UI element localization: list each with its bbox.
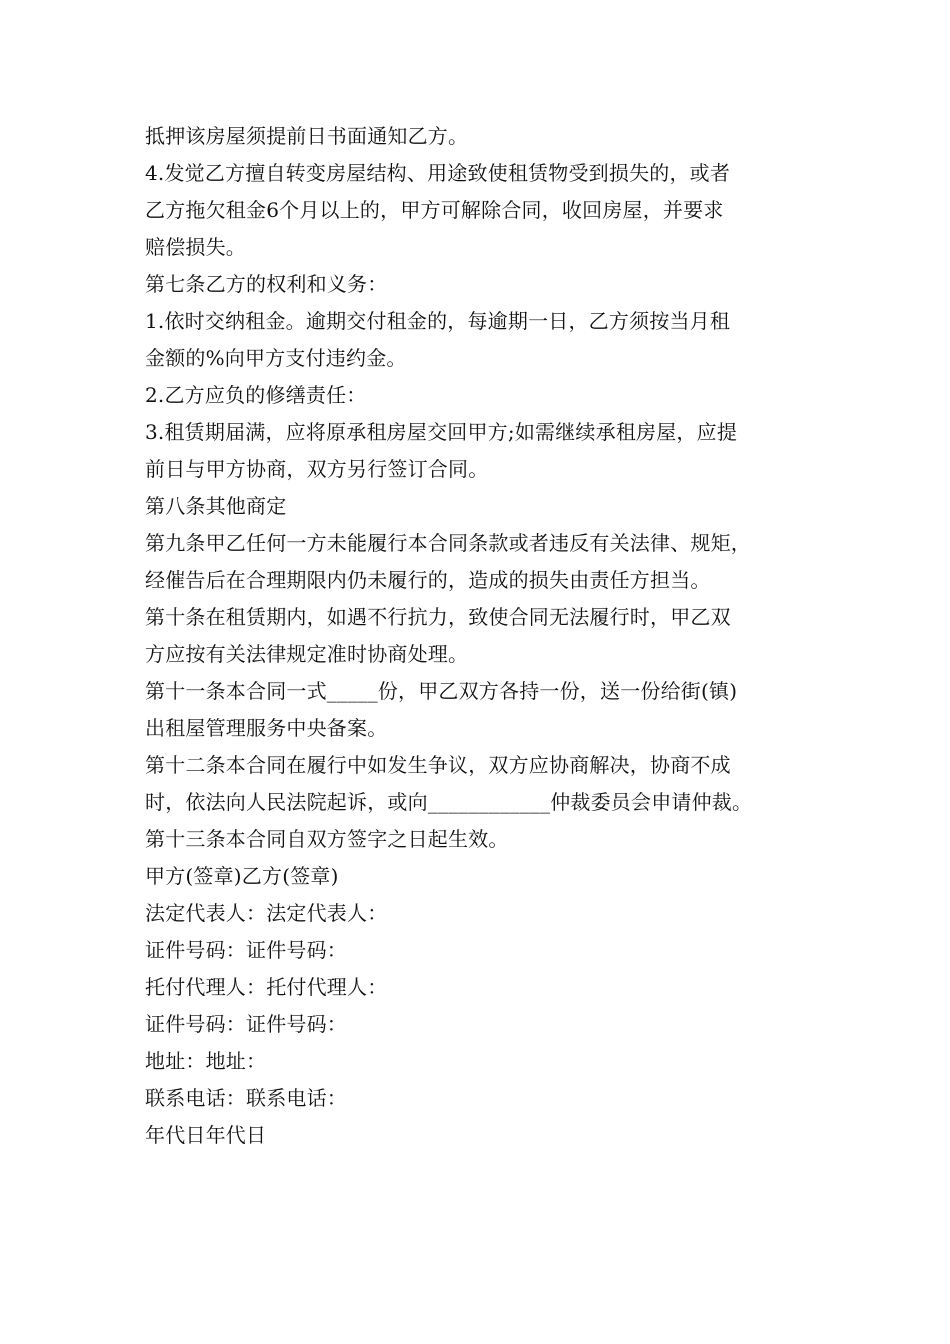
signature-field: 联系电话：联系电话： [145, 1086, 347, 1110]
text-line: 第十条在租赁期内，如遇不行抗力，致使合同无法履行时，甲乙双 [145, 605, 731, 629]
section-heading: 第七条乙方的权利和义务： [145, 272, 388, 296]
signature-header: 甲方(签章)乙方(签章) [145, 864, 339, 888]
text-line: 第十二条本合同在履行中如发生争议，双方应协商解决，协商不成 [145, 753, 731, 777]
text-line: 方应按有关法律规定准时协商处理。 [145, 642, 469, 666]
date-field: 年代日年代日 [145, 1123, 267, 1147]
text-line: 2.乙方应负的修缮责任： [145, 383, 367, 407]
text-line: 第十一条本合同一式_____份，甲乙双方各持一份，送一份给街(镇) [145, 679, 738, 703]
text-line: 时，依法向人民法院起诉，或向____________仲裁委员会申请仲裁。 [145, 790, 753, 814]
text-line: 4.发觉乙方擅自转变房屋结构、用途致使租赁物受到损失的，或者 [145, 161, 731, 185]
signature-field: 证件号码：证件号码： [145, 1012, 347, 1036]
text-line: 经催告后在合理期限内仍未履行的，造成的损失由责任方担当。 [145, 568, 711, 592]
text-line: 金额的%向甲方支付违约金。 [145, 346, 407, 370]
text-line: 出租屋管理服务中央备案。 [145, 716, 388, 740]
signature-field: 托付代理人：托付代理人： [145, 975, 388, 999]
section-heading: 第八条其他商定 [145, 494, 287, 518]
text-line: 前日与甲方协商，双方另行签订合同。 [145, 457, 489, 481]
text-line: 乙方拖欠租金6个月以上的，甲方可解除合同，收回房屋，并要求 [145, 198, 724, 222]
signature-field: 证件号码：证件号码： [145, 938, 347, 962]
text-line: 3.租赁期届满，应将原承租房屋交回甲方;如需继续承租房屋，应提 [145, 420, 738, 444]
signature-field: 法定代表人：法定代表人： [145, 901, 388, 925]
text-line: 第九条甲乙任何一方未能履行本合同条款或者违反有关法律、规矩， [145, 531, 751, 555]
signature-field: 地址：地址： [145, 1049, 267, 1073]
text-line: 抵押该房屋须提前日书面通知乙方。 [145, 124, 469, 148]
text-line: 1.依时交纳租金。逾期交付租金的，每逾期一日，乙方须按当月租 [145, 309, 731, 333]
text-line: 第十三条本合同自双方签字之日起生效。 [145, 827, 509, 851]
text-line: 赔偿损失。 [145, 235, 246, 259]
document-body [145, 118, 815, 1154]
